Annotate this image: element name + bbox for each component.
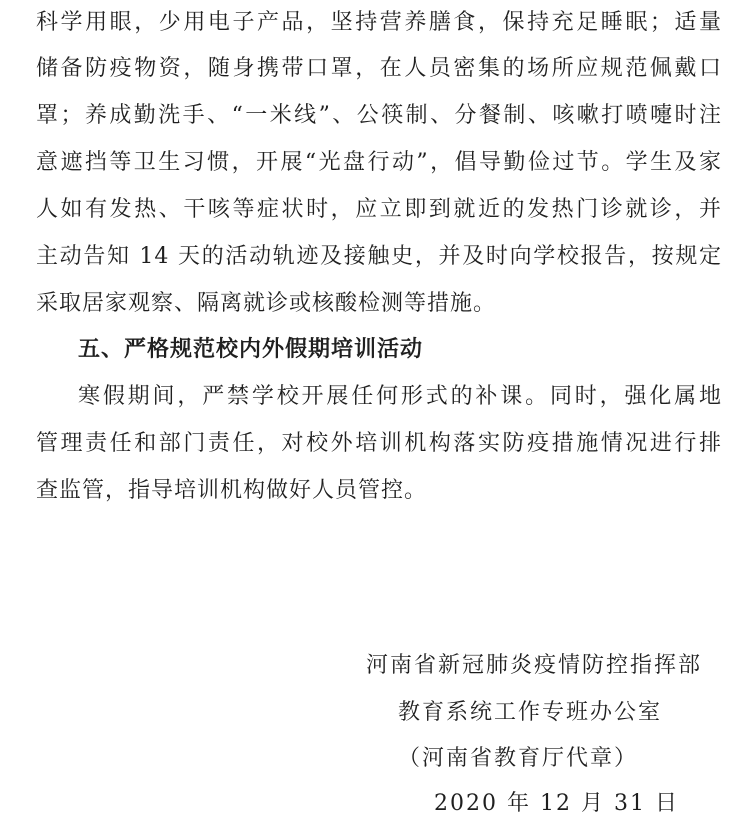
paragraph-line: 意遮挡等卫生习惯，开展“光盘行动”，倡导勤俭过节。学生及家 (36, 150, 722, 175)
signature-org-line3: （河南省教育厅代章） (398, 746, 639, 771)
section-heading: 五、严格规范校内外假期培训活动 (78, 337, 424, 362)
signature-date: 2020 年 12 月 31 日 (434, 791, 679, 816)
section-line: 查监管，指导培训机构做好人员管控。 (36, 478, 428, 503)
paragraph-line: 罩；养成勤洗手、“一米线”、公筷制、分餐制、咳嗽打喷嚏时注 (36, 103, 722, 128)
paragraph-line: 科学用眼，少用电子产品，坚持营养膳食，保持充足睡眠；适量 (36, 10, 722, 35)
section-line: 管理责任和部门责任，对校外培训机构落实防疫措施情况进行排 (36, 431, 722, 456)
signature-org-line1: 河南省新冠肺炎疫情防控指挥部 (366, 653, 703, 678)
paragraph-line: 储备防疫物资，随身携带口罩，在人员密集的场所应规范佩戴口 (36, 56, 722, 81)
paragraph-line: 采取居家观察、隔离就诊或核酸检测等措施。 (36, 291, 497, 316)
paragraph-line: 人如有发热、干咳等症状时，应立即到就近的发热门诊就诊，并 (36, 197, 722, 222)
section-line: 寒假期间，严禁学校开展任何形式的补课。同时，强化属地 (78, 384, 722, 409)
signature-org-line2: 教育系统工作专班办公室 (398, 700, 663, 725)
paragraph-line: 主动告知 14 天的活动轨迹及接触史，并及时向学校报告，按规定 (36, 244, 722, 269)
